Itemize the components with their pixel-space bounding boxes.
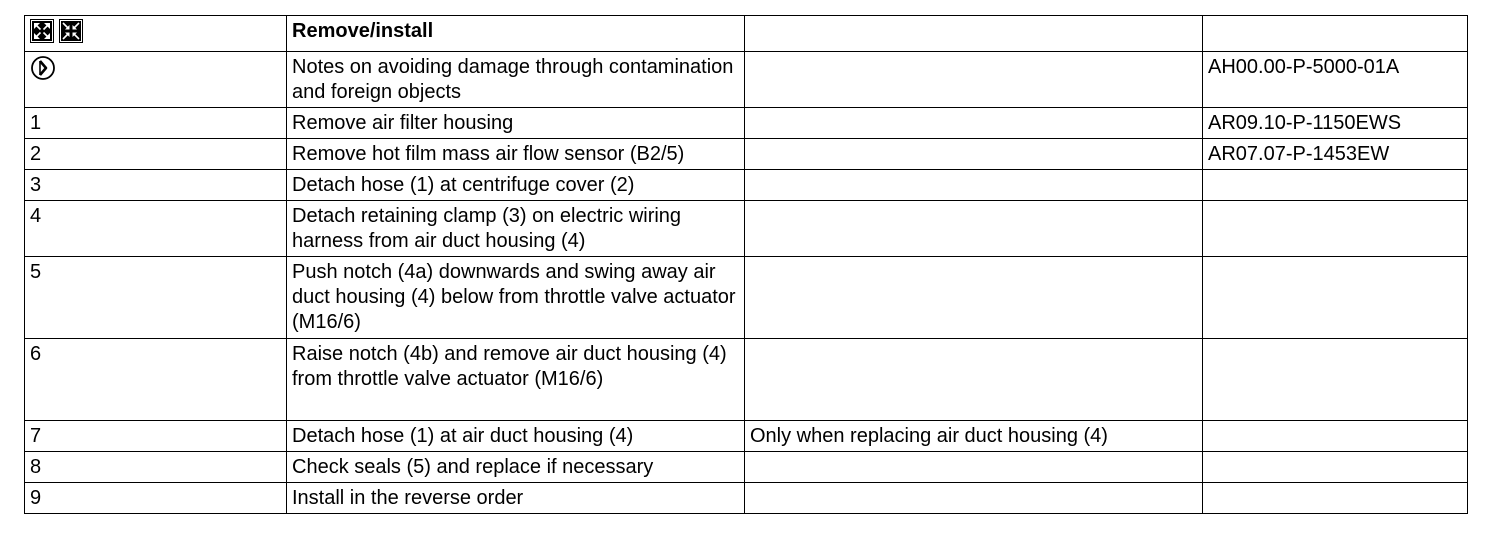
step-number: 5 (25, 257, 287, 339)
step-number: 2 (25, 139, 287, 170)
step-text: Raise notch (4b) and remove air duct housing (4) from throttle valve actuator (M16/6) (287, 339, 745, 421)
notes-icon-cell (25, 52, 287, 108)
step-reference-link[interactable]: AR07.07-P-1453EW (1203, 139, 1468, 170)
table-row (25, 339, 1468, 421)
step-number: 6 (25, 339, 287, 421)
step-text: Detach retaining clamp (3) on electric wiring harness from air duct housing (4) (287, 201, 745, 257)
table-row (25, 170, 1468, 201)
step-number: 9 (25, 483, 287, 514)
step-text: Detach hose (1) at centrifuge cover (2) (287, 170, 745, 201)
step-text: Remove air filter housing (287, 108, 745, 139)
step-comment (745, 339, 1203, 421)
step-text: Detach hose (1) at air duct housing (4) (287, 421, 745, 452)
step-reference (1203, 170, 1468, 201)
step-number: 1 (25, 108, 287, 139)
step-reference-link[interactable]: AR09.10-P-1150EWS (1203, 108, 1468, 139)
step-number: 7 (25, 421, 287, 452)
step-reference (1203, 452, 1468, 483)
step-text: Remove hot film mass air flow sensor (B2/5) (287, 139, 745, 170)
step-comment (745, 108, 1203, 139)
notes-reference-link[interactable]: AH00.00-P-5000-01A (1203, 52, 1468, 108)
step-comment (745, 201, 1203, 257)
step-reference (1203, 421, 1468, 452)
step-number: 8 (25, 452, 287, 483)
step-comment (745, 170, 1203, 201)
procedure-table (24, 15, 1468, 514)
note-icon (30, 55, 56, 81)
table-row (25, 201, 1468, 257)
header-title: Remove/install (287, 16, 745, 52)
step-text: Check seals (5) and replace if necessary (287, 452, 745, 483)
step-reference (1203, 483, 1468, 514)
step-text: Install in the reverse order (287, 483, 745, 514)
expand-icon[interactable] (30, 19, 54, 43)
header-col4 (1203, 16, 1468, 52)
step-reference (1203, 257, 1468, 339)
step-number: 3 (25, 170, 287, 201)
collapse-icon[interactable] (59, 19, 83, 43)
table-row (25, 483, 1468, 514)
step-comment (745, 452, 1203, 483)
step-comment (745, 257, 1203, 339)
step-comment (745, 483, 1203, 514)
header-icons-cell (25, 16, 287, 52)
table-row (25, 421, 1468, 452)
table-header-row (25, 16, 1468, 52)
table-row (25, 257, 1468, 339)
step-reference (1203, 201, 1468, 257)
step-comment: Only when replacing air duct housing (4) (745, 421, 1203, 452)
notes-text: Notes on avoiding damage through contamination and foreign objects (287, 52, 745, 108)
step-text: Push notch (4a) downwards and swing away air duct housing (4) below from throttle valve actuator (M16/6) (287, 257, 745, 339)
step-reference (1203, 339, 1468, 421)
step-number: 4 (25, 201, 287, 257)
step-comment (745, 139, 1203, 170)
table-row (25, 139, 1468, 170)
table-row (25, 108, 1468, 139)
header-col3 (745, 16, 1203, 52)
notes-comment (745, 52, 1203, 108)
notes-row (25, 52, 1468, 108)
table-row (25, 452, 1468, 483)
